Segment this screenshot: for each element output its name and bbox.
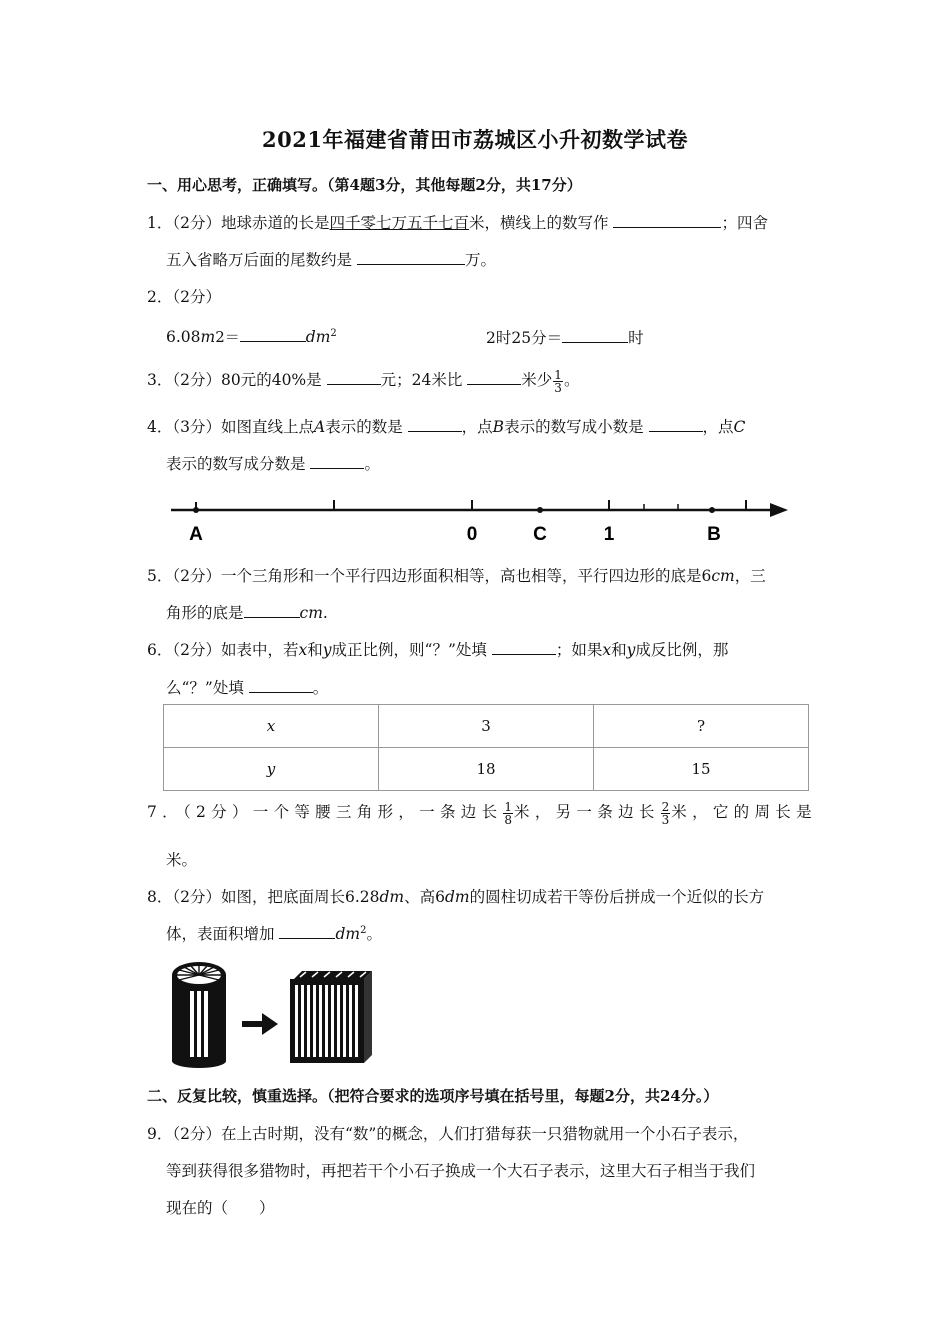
underlined-text: 四千零七万五千七百: [329, 214, 470, 232]
question-7-line-1: [147, 800, 817, 826]
label-0: 0: [466, 524, 478, 545]
denominator: 3: [661, 812, 670, 827]
question-1-line-1: [147, 211, 768, 233]
table-row: [164, 748, 809, 791]
text: 如图直线上点: [220, 418, 314, 436]
text: 和: [611, 641, 627, 659]
point-B: [709, 507, 715, 513]
question-9-line-1: [147, 1122, 748, 1144]
unit: dm: [379, 888, 405, 906]
point-label: C: [733, 418, 746, 436]
question-number: 5．（2分）: [147, 567, 221, 585]
cylinder-figure: [166, 955, 376, 1070]
text: 地球赤道的长是: [220, 214, 330, 232]
number-line-figure: [166, 490, 796, 550]
text: 时: [628, 329, 644, 347]
superscript: 2: [360, 924, 367, 936]
text: 表示的数写成小数是: [504, 418, 644, 436]
xy-table: [163, 704, 809, 791]
question-4-line-1: [147, 415, 745, 437]
page-title: 2021年福建省莆田市荔城区小升初数学试卷: [262, 127, 688, 152]
text: 五入省略万后面的尾数约是: [166, 251, 353, 269]
unit: dm: [445, 888, 470, 906]
text: 。: [364, 455, 380, 473]
question-number: 4．（3分）: [147, 418, 221, 436]
unit: dm: [305, 328, 331, 346]
table-cell: 15: [594, 748, 809, 791]
text: 如图，把底面周长6.28: [220, 888, 380, 906]
arrow-head-icon: [770, 503, 788, 517]
unit: cm: [299, 604, 323, 622]
text: 一个三角形和一个平行四边形面积相等，高也相等，平行四边形的底是6: [220, 567, 712, 585]
point-label: B: [492, 418, 505, 436]
question-5-line-1: [147, 564, 766, 586]
question-3: [147, 368, 579, 394]
text: 成反比例，那: [635, 641, 729, 659]
text: 角形的底是: [166, 604, 244, 622]
answer-blank[interactable]: [562, 328, 628, 343]
numerator: 1: [504, 799, 513, 814]
point-C: [537, 507, 543, 513]
point-A: [193, 507, 199, 513]
label-1: 1: [603, 524, 615, 545]
text: ，点: [461, 418, 493, 436]
question-2-part-b: [486, 326, 644, 348]
unit: dm: [335, 925, 361, 943]
fraction: [661, 801, 671, 826]
section-1-heading: 一、用心思考，正确填写。（第4题3分，其他每题2分，共17分）: [147, 176, 582, 194]
answer-blank[interactable]: [467, 370, 521, 385]
text: ；如果: [555, 641, 603, 659]
answer-blank[interactable]: [357, 250, 465, 265]
table-row: [164, 705, 809, 748]
text: 、高6: [404, 888, 445, 906]
question-number: 1．（2分）: [147, 214, 221, 232]
answer-blank[interactable]: [244, 603, 300, 618]
text: 2时25分＝: [486, 329, 563, 347]
numerator: 2: [661, 799, 670, 814]
cell-text: x: [266, 717, 276, 735]
variable: y: [626, 641, 636, 659]
superscript: 2: [330, 327, 337, 339]
answer-blank[interactable]: [249, 678, 313, 693]
question-1-line-2: [166, 248, 496, 270]
table-cell: 18: [379, 748, 594, 791]
table-cell: [164, 748, 379, 791]
variable: x: [298, 641, 308, 659]
cell-text: y: [266, 760, 276, 778]
variable: x: [602, 641, 612, 659]
table-cell: [164, 705, 379, 748]
text: 。: [366, 925, 382, 943]
answer-blank[interactable]: [279, 924, 335, 939]
answer-blank[interactable]: [327, 370, 381, 385]
text: ；四舍: [721, 214, 768, 232]
point-label: A: [314, 418, 326, 436]
question-2-number: 2．（2分）: [147, 288, 221, 306]
question-5-line-2: [166, 601, 328, 623]
question-number: 6．（2分）: [147, 641, 221, 659]
denominator: 8: [504, 812, 513, 827]
text: 的圆柱切成若干等份后拼成一个近似的长方: [469, 888, 765, 906]
text: 米少: [521, 371, 553, 389]
question-9-line-3: 现在的（ ）: [166, 1199, 275, 1217]
unit: m: [200, 328, 216, 346]
fraction: [553, 369, 563, 394]
text: 米，横线上的数写作: [469, 214, 609, 232]
question-2-part-a: [166, 326, 337, 347]
label-A: A: [189, 524, 203, 545]
text: 2＝: [215, 328, 240, 346]
question-number: 7．（2分）: [147, 803, 253, 821]
denominator: 3: [554, 380, 562, 395]
variable: y: [322, 641, 332, 659]
text: 80元的40%是: [220, 371, 322, 389]
table-cell: 3: [379, 705, 594, 748]
question-6-line-1: [147, 638, 728, 660]
text: .: [322, 604, 328, 622]
question-number: 3．（2分）: [147, 371, 221, 389]
question-8-line-2: [166, 922, 382, 944]
answer-blank[interactable]: [649, 417, 703, 432]
cuboid-icon: [290, 971, 372, 1063]
question-7-line-2: 米。: [166, 851, 198, 869]
text: ，点: [702, 418, 734, 436]
fraction: [503, 801, 513, 826]
text: 米，另一条边长: [514, 803, 660, 821]
answer-blank[interactable]: [408, 417, 462, 432]
text: 。: [563, 371, 580, 389]
question-6-line-2: [166, 676, 328, 698]
answer-blank[interactable]: [613, 213, 721, 228]
answer-blank[interactable]: [310, 454, 364, 469]
answer-blank[interactable]: [240, 327, 306, 342]
text: 体，表面积增加: [166, 925, 275, 943]
text: 一个等腰三角形，一条边长: [252, 803, 503, 821]
text: 表示的数写成分数是: [166, 455, 306, 473]
text: 元；24米比: [380, 371, 463, 389]
cylinder-icon: [172, 962, 226, 1068]
question-9-line-2: 等到获得很多猎物时，再把若干个小石子换成一个大石子表示，这里大石子相当于我们: [166, 1162, 756, 1180]
text: 么“？”处填: [166, 679, 244, 697]
answer-blank[interactable]: [492, 640, 556, 655]
text: 如表中，若: [220, 641, 299, 659]
text: 米，它的周长是: [671, 803, 817, 821]
text: 万。: [464, 251, 496, 269]
label-B: B: [707, 524, 721, 545]
text: 。: [312, 679, 329, 697]
unit: cm: [711, 567, 735, 585]
numerator: 1: [554, 367, 562, 382]
text: 和: [307, 641, 323, 659]
label-C: C: [533, 524, 547, 545]
text: 表示的数是: [325, 418, 403, 436]
arrow-right-icon: [242, 1013, 278, 1035]
text: 6.08: [166, 328, 201, 346]
table-cell: ?: [594, 705, 809, 748]
text: 成正比例，则“？”处填: [331, 641, 487, 659]
question-number: 8．（2分）: [147, 888, 221, 906]
text: ，三: [734, 567, 766, 585]
section-2-heading: 二、反复比较，慎重选择。（把符合要求的选项序号填在括号里，每题2分，共24分。）: [147, 1087, 719, 1105]
text: 在上古时期，没有“数”的概念，人们打猎每获一只猎物就用一个小石子表示，: [220, 1125, 749, 1143]
question-8-line-1: [147, 885, 764, 907]
question-4-line-2: [166, 452, 380, 474]
question-number: 9．（2分）: [147, 1125, 221, 1143]
